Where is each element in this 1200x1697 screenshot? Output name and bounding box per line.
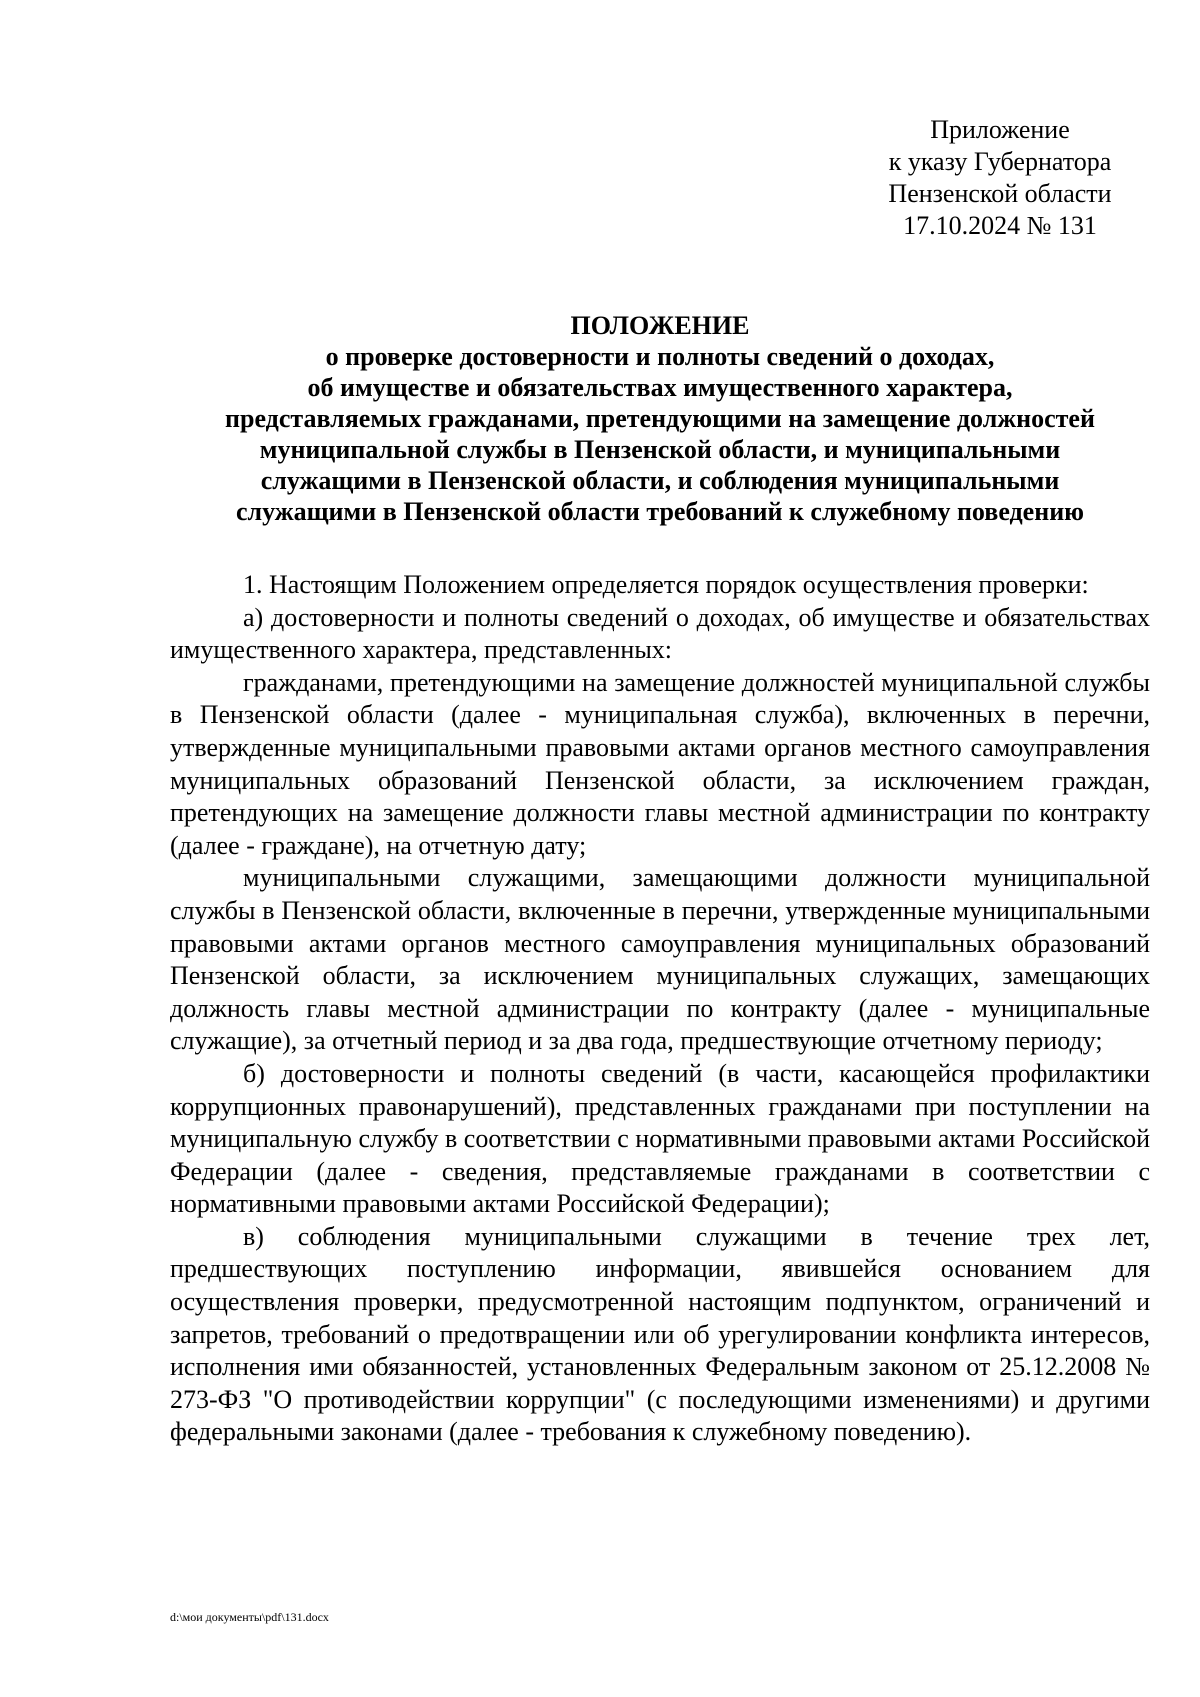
- paragraph: 1. Настоящим Положением определяется порядок осуществления проверки:: [243, 570, 1089, 599]
- paragraph: муниципальными служащими, замещающими должности муниципальной службы в Пензенской области, включенные в перечни, утвержденные муниципальными правовыми актами органов местного самоуправления муниципальных образований Пензенской области, за исключением муниципальных служащих, замещающих должность главы местной администрации по контракту (далее - муниципальные служащие), за отчетный период и за два года, предшествующие отчетному периоду;: [170, 863, 1150, 1056]
- appendix-line: Приложение: [930, 115, 1070, 144]
- appendix-header: [860, 114, 1140, 242]
- title-line: представляемых гражданами, претендующими на замещение должностей: [225, 404, 1095, 433]
- appendix-date-number: 17.10.2024 № 131: [903, 211, 1097, 240]
- title-line: о проверке достоверности и полноты сведений о доходах,: [325, 342, 995, 371]
- document-title: [170, 310, 1150, 527]
- title-line: об имуществе и обязательствах имущественного характера,: [307, 373, 1013, 402]
- paragraph: гражданами, претендующими на замещение должностей муниципальной службы в Пензенской области (далее - муниципальная служба), включенных в перечни, утвержденные муниципальными правовыми актами органов местного самоуправления муниципальных образований Пензенской области, за исключением граждан, претендующих на замещение должности главы местной администрации по контракту (далее - граждане), на отчетную дату;: [170, 667, 1150, 860]
- title-line: служащими в Пензенской области, и соблюдения муниципальными: [260, 466, 1060, 495]
- paragraph: б) достоверности и полноты сведений (в части, касающейся профилактики коррупционных правонарушений), представленных гражданами при поступлении на муниципальную службу в соответствии с нормативными правовыми актами Российской Федерации (далее - сведения, представляемые гражданами в соответствии с нормативными правовыми актами Российской Федерации);: [170, 1058, 1150, 1219]
- title-line: муниципальной службы в Пензенской области, и муниципальными: [259, 435, 1061, 464]
- appendix-line: к указу Губернатора: [888, 147, 1112, 176]
- paragraph: в) соблюдения муниципальными служащими в течение трех лет, предшествующих поступлению информации, явившейся основанием для осуществления проверки, предусмотренной настоящим подпунктом, ограничений и запретов, требований о предотвращении или об урегулировании конфликта интересов, исполнения ими обязанностей, установленных Федеральным законом от 25.12.2008 № 273-ФЗ "О противодействии коррупции" (с последующими изменениями) и другими федеральными законами (далее - требования к служебному поведению).: [170, 1221, 1150, 1447]
- title-line: служащими в Пензенской области требований к служебному поведению: [235, 497, 1085, 526]
- footer-file-path: d:\мои документы\pdf\131.docx: [170, 1610, 329, 1624]
- title-main: ПОЛОЖЕНИЕ: [570, 311, 750, 340]
- document-body: [170, 569, 1150, 1449]
- appendix-line: Пензенской области: [888, 179, 1112, 208]
- paragraph: а) достоверности и полноты сведений о доходах, об имуществе и обязательствах имущественного характера, представленных:: [170, 602, 1150, 665]
